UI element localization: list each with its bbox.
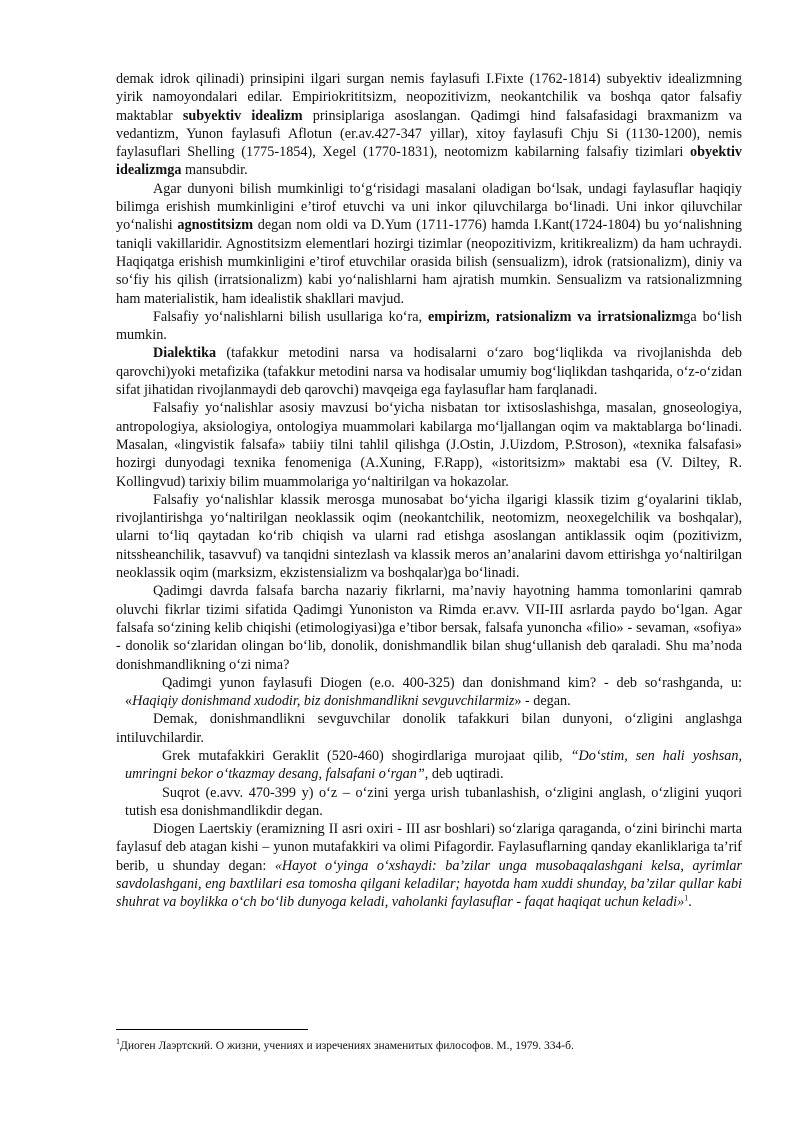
paragraph: Qadimgi yunon faylasufi Diogen (e.o. 400-325) dan donishmand kim? - deb so‘rashganda, u: «Haqiqiy donishmand xudodir, biz donishmandlikni sevguvchilarmiz» - degan. bbox=[125, 674, 742, 710]
document-body bbox=[116, 70, 742, 912]
paragraph: Dialektika (tafakkur metodini narsa va hodisalarni o‘zaro bog‘liqlikda va rivojlanishda deb qarovchi)yoki metafizika (tafakkur metodini narsa va hodisalar umumiy bog‘liqlikdan tashqarida, o‘z-o‘zidan sifat jihatidan rivojlanmaydi deb qarovchi) mavqeiga ega faylasuflar ham farqlanadi. bbox=[116, 345, 742, 399]
footnote bbox=[116, 1039, 742, 1053]
bold-term: obyektiv idealizmga bbox=[116, 144, 742, 179]
bold-term: subyektiv idealizm bbox=[182, 107, 303, 124]
paragraph: Diogen Laertskiy (eramizning II asri oxiri - III asr boshlari) so‘zlariga qaraganda, o‘zini birinchi marta faylasuf deb atagan kishi – yunon mutafakkiri va olimi Pifagordir. Faylasuflarning qanday ekanliklariga ta’rif berib, u shunday degan: «Hayot o‘yinga o‘xshaydi: ba’zilar unga musobaqalashgani kelsa, ayrimlar savdolashgani, eng baxtlilari esa tomosha qilgani keladilar; hayotda ham xuddi shunday, ba’zilar qullar kabi shuhrat va boylikka o‘ch bo‘lib dunyoga keladi, vaholanki faylasuflar - faqat haqiqat uchun keladi»$^1$. bbox=[116, 821, 742, 911]
footnote-reference[interactable]: 1 bbox=[684, 893, 689, 903]
italic-quote: «Hayot o‘yinga o‘xshaydi: ba’zilar unga musobaqalashgani kelsa, ayrimlar savdolashgani, eng baxtlilari esa tomosha qilgani keladilar; hayotda ham xuddi shunday, ba’zilar qullar kabi shuhrat va boylikka o‘ch bo‘lib dunyoga keladi, vaholanki faylasuflar - faqat haqiqat uchun keladi» bbox=[116, 857, 742, 911]
paragraph: demak idrok qilinadi) prinsipini ilgari surgan nemis faylasufi I.Fixte (1762-1814) subyektiv idealizmning yirik namoyondalari edilar. Empiriokrititsizm, neopozitivizm, neokantchilik va boshqa qator falsafiy maktablar subyektiv idealizm prinsiplariga asoslangan. Qadimgi hind falsafasidagi braxmanizm va vedantizm, Yunon faylasufi Aflotun (er.av.427-347 yillar), xitoy faylasufi Chju Si (1130-1200), nemis faylasuflari Shelling (1775-1854), Xegel (1770-1831), neotomizm kabilarning falsafiy tizimlari obyektiv idealizmga mansubdir. bbox=[116, 71, 742, 179]
bold-term: Dialektika bbox=[153, 345, 217, 362]
paragraph: Suqrot (e.avv. 470-399 y) o‘z – o‘zini yerga urish tubanlashish, o‘zligini anglash, o‘zligini yuqori tutish esa donishmandlikdir degan. bbox=[125, 784, 742, 819]
footnote-mark: 1 bbox=[116, 1037, 120, 1047]
bold-term: agnostitsizm bbox=[177, 217, 254, 234]
paragraph: Grek mutafakkiri Geraklit (520-460) shogirdlariga murojaat qilib, “Do‘stim, sen hali yoshsan, umringni bekor o‘tkazmay desang, falsafani o‘rgan”, deb uqtiradi. bbox=[125, 747, 743, 783]
italic-quote: Haqiqiy donishmand xudodir, biz donishmandlikni sevguvchilarmiz bbox=[132, 693, 515, 710]
paragraph: Demak, donishmandlikni sevguvchilar donolik tafakkuri bilan dunyoni, o‘zligini anglashga intiluvchilardir. bbox=[116, 711, 742, 746]
paragraph: Qadimgi davrda falsafa barcha nazariy fikrlarni, ma’naviy hayotning hamma tomonlarini qamrab oluvchi fikrlar tizimi sifatida Qadimgi Yunoniston va Rimda er.avv. VII-III asrlarda paydo bo‘lgan. Agar falsafa so‘zining kelib chiqishi (etimologiyasi)ga e’tibor bersak, falsafa yunoncha «filio» - sevaman, «sofiya» - donolik so‘zlaridan olingan bo‘lib, donolik, donishmandlik bilan shug‘ullanish deb qaraladi. Shu ma’noda donishmandlikning o‘zi nima? bbox=[116, 583, 742, 673]
italic-quote: “Do‘stim, sen hali yoshsan, umringni bekor o‘tkazmay desang, falsafani o‘rgan” bbox=[125, 747, 743, 783]
paragraph: Falsafiy yo‘nalishlarni bilish usullariga ko‘ra, empirizm, ratsionalizm va irratsionalizmga bo‘lish mumkin. bbox=[116, 308, 742, 344]
paragraph: Falsafiy yo‘nalishlar klassik merosga munosabat bo‘yicha ilgarigi klassik tizim g‘oyalarini tiklab, rivojlantirishga yo‘naltirilgan neoklassik oqim (neokantchilik, neotomizm, neoxegelchilik va boshqalar), ularni to‘liq qaytadan ko‘rib chiqish va ularni rad etishga asoslangan antiklassik oqim (pozitivizm, nitssheanchilik, tasavvuf) va tanqidni sintezlash va klassik meros an’analarini davom ettirishga yo‘naltirilgan neoklassik oqim (marksizm, ekzistensializm va boshqalar)ga bo‘linadi. bbox=[116, 491, 742, 582]
footnote-text: Диоген Лаэртский. О жизни, учениях и изречениях знаменитых философов. М., 1979. 334-б. bbox=[120, 1040, 574, 1052]
paragraph: Agar dunyoni bilish mumkinligi to‘g‘risidagi masalani oladigan bo‘lsak, undagi faylasuflar haqiqiy bilimga erishish mumkinligini e’tirof etuvchi va uni inkor qiluvchilarga bo‘linadi. Uni inkor qiluvchilar yo‘nalishi agnostitsizm degan nom oldi va D.Yum (1711-1776) hamda I.Kant(1724-1804) bu yo‘nalishning taniqli vakillaridir. Agnostitsizm elementlari hozirgi tizimlar (neopozitivizm, kritikrealizm) da ham uchraydi. Haqiqatga erishish mumkinligini e’tirof etuvchilar orasida bilish (sensualizm), idrok (ratsionalizm), diniy va so‘fiy his qilish (irratsionalizm) kabi yo‘nalishlarni ham ajratish mumkin. Sensualizm va ratsionalizmning ham materialistik, ham idealistik shakllari mavjud. bbox=[116, 180, 742, 307]
footnote-separator bbox=[116, 1029, 308, 1030]
paragraph: Falsafiy yo‘nalishlar asosiy mavzusi bo‘yicha nisbatan tor ixtisoslashishga, masalan, gnoseologiya, antropologiya, aksiologiya, ontologiya muammolari kabilarga mo‘ljallangan oqim va maktablarga bo‘linadi. Masalan, «lingvistik falsafa» tabiiy tilni tahlil qilishga (J.Ostin, J.Uizdom, P.Stroson), «texnika falsafasi» hozirgi dunyodagi texnika fenomeniga (A.Xuning, F.Rapp), «istoritsizm» maktabi esa (V. Diltey, R. Kollingvud) tarixiy bilim muammolariga yo‘naltirilgan va hokazolar. bbox=[116, 400, 742, 490]
bold-term: empirizm, ratsionalizm va irratsionalizm bbox=[427, 308, 684, 325]
